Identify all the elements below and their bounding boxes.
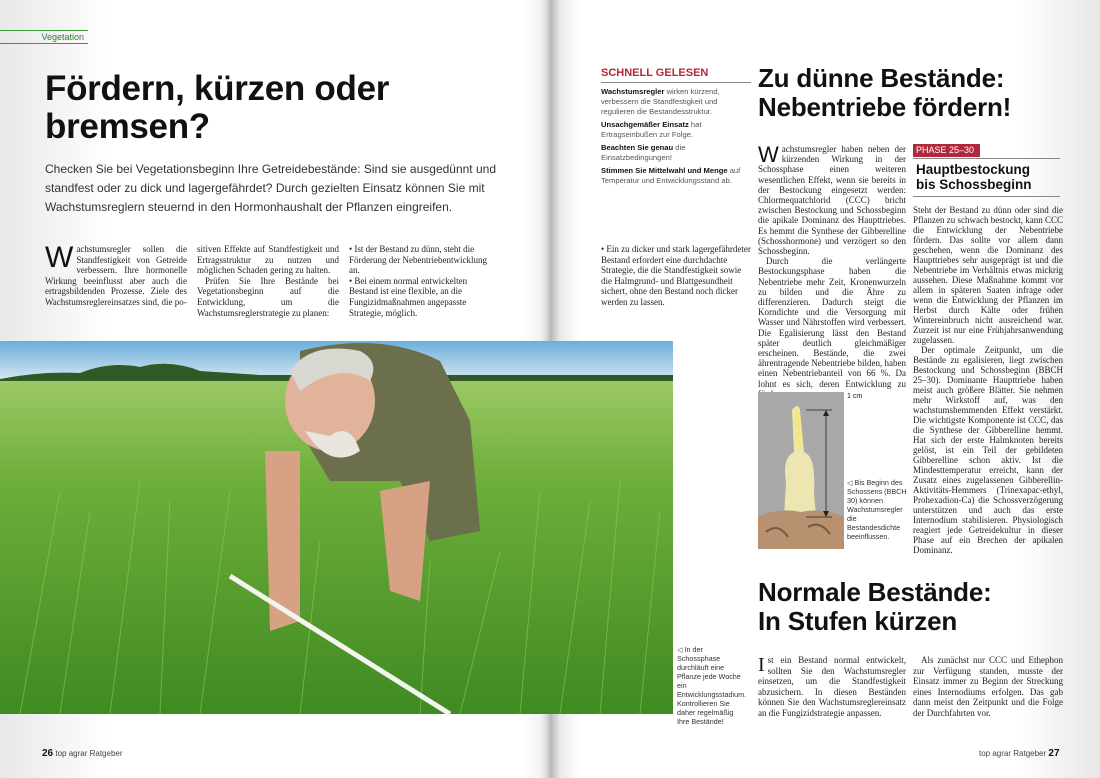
page-number-left: 26 [42,748,54,759]
phase-title [913,158,1060,197]
heading-line: Nebentriebe fördern! [758,92,1012,122]
body-paragraph: Als zunächst nur CCC und Ethephon zur Verfügung standen, musste der Einsatz immer zu Beginn der Streckung eines Internodiums erfolgen. Das gab dann meist den Zeitpunkt und die Folge der Durchfahrten vor. [913,655,1063,718]
quick-read-bold: Wachstumsregler [601,87,665,96]
bullet-item: • Ist der Bestand zu dünn, steht die Förderung der Nebentriebentwicklung an. [349,244,487,276]
quick-read-text: wirken kürzend, verbessern die Standfestigkeit und regulieren die Bestandesstruktur. [601,87,720,116]
quick-read-text: auf Temperatur und Entwicklungsstand ab. [601,166,741,185]
body-column-1 [45,241,187,308]
quick-read-bold: Beachten Sie genau [601,143,674,152]
quick-read-item [601,120,751,140]
heading-line: Zu dünne Bestände: [758,63,1005,93]
bullet-item: • Ein zu dicker und stark lagergefährdeter Bestand erfordert eine durchdachte Strategie, die die Standfestigkeit sowie die Halmgrund- und Blattgesundheit sichert, ohne den Bestand noch dicker werden zu lassen. [601,244,751,307]
drop-cap: W [758,142,779,167]
folio-right [979,748,1060,759]
photo-caption: ◁ In der Schossphase durchläuft eine Pflanze jede Woche ein Entwicklungsstadium. Kontrollieren Sie daher regelmäßig Ihre Bestände! [677,645,747,726]
sprout-photo [758,392,844,549]
publication-name: top agrar Ratgeber [55,749,123,758]
heading-thin-stands [758,64,1011,122]
quick-read-bold: Unsachgemäßer Einsatz [601,120,689,129]
field-photo [0,341,673,714]
heading-line: In Stufen kürzen [758,606,958,636]
title-line-2: bremsen? [45,107,210,146]
sprout-caption: ◁ Bis Beginn des Schossens (BBCH 30) können Wachstumsregler die Bestandesdichte beeinflussen. [847,478,907,541]
body-paragraph: sitiven Effekte auf Standfestigkeit und Ertragsstruktur zu nutzen und möglichen Schaden gering zu halten. [197,244,339,276]
body-text: achstumsregler sollen die Standfestigkeit von Getreide verbessern. Ihre hormonelle Wirkung beeinflusst aber auch die ertragsbildenden Prozesse. Ziele des Wachstumsreglereinsatzes sind, die po- [45,244,187,307]
body-column-3 [349,244,491,318]
phase-badge: PHASE 25–30 [913,144,980,157]
drop-cap: I [758,654,765,676]
body-paragraph: Steht der Bestand zu dünn oder sind die Pflanzen zu schwach bestockt, kann CCC die Entwicklung der Nebentriebe fördern. Das sollte vor allem dann geschehen, wenn die Dominanz des Haupttriebes sehr ausgeprägt ist und die Nebentriebe im Verhältnis etwas mickrig aussehen. Diese Maßnahme kommt vor allem in späteren Saaten infrage oder wenn die Entwicklung der Pflanzen im Herbst durch Kälte oder frühen Wintereinbruch nicht ausreichend war. Zurzeit ist nur eine Frühjahrsanwendung zugelassen. [913,205,1063,345]
page-number-right: 27 [1048,748,1060,759]
drop-cap: W [45,241,74,274]
body-column-c [758,655,906,719]
quick-read-item [601,166,751,186]
heading-line: Normale Bestände: [758,577,992,607]
title-line-1: Fördern, kürzen oder [45,69,390,108]
body-paragraph: Prüfen Sie Ihre Bestände bei Vegetationsbeginn auf die Entwicklung, um die Wachstumsreglerstrategie zu planen: [197,275,339,318]
field-photo-image [0,341,673,714]
body-paragraph: Durch die verlängerte Bestockungsphase haben die Nebentriebe mehr Zeit, Kronenwurzeln zu bilden und die Ähre zu differenzieren. Dadurch steigt die Korndichte und die Versorgung mit Wasser und Nährstoffen wird verbessert. Die Egalisierung lässt den Bestand später deutlich gleichmäßiger erscheinen. Bestände, die zwei ährentragende Nebentriebe bilden, haben einen Nebentriebanteil von 66 %. Da lohnt es sich, deren Entwicklung zu [758,256,906,389]
body-column-2 [197,244,339,318]
body-text: achstumsregler haben neben der kürzenden Wirkung in der Schossphase einen weiteren wesentlichen Effekt, wenn sie bereits in der Bestockung eingesetzt werden: Chlormequatchlorid (CCC) bricht zwischen Bestockung und Schossbeginn die apikale Dominanz des Haupttriebes. Es hemmt die Synthese der Gibberelline (Schosshormone) und verzögert so den Schossbeginn. [758,144,906,257]
body-column-4 [601,244,751,308]
quick-read-box [601,67,751,189]
intro-text: Checken Sie bei Vegetationsbeginn Ihre Getreidebestände: Sind sie ausgedünnt und standfest oder zu dick und lagergefährdet? Durch gezielten Einsatz können Sie mit Wachstumsreglern steuernd in den Hormonhaushalt der Pflanzen eingreifen. [45,162,496,214]
quick-read-item [601,87,751,117]
quick-read-title: SCHNELL GELESEN [601,67,751,83]
bullet-item: • Bei einem normal entwickelten Bestand ist eine flexible, an die Fungizidmaßnahmen angepasste Strategie, möglich. [349,275,468,318]
body-paragraph: Der optimale Zeitpunkt, um die Bestände zu egalisieren, liegt zwischen Bestockung und Schossbeginn (BBCH 25–30). Dominante Haupttriebe haben meist auch größere Blätter. Sie nehmen mehr Wirkstoff auf, was den wachstumshemmenden Effekt verstärkt. Die wichtigste Komponente ist CCC, das die Synthese der Gibberelline hemmt. Hat sich der erste Halmknoten bereits gelöst, ist ein Teil der gebildeten Gibberelline schon aktiv. Ist die Mindesttemperatur erreicht, kann der Zusatz eines zugelassenen Gibberellin-Aktivitäts-Hemmers (Trinexapac-ethyl, Prohexadion-Ca) die Schossverzögerung unterstützen und auch das erste Internodium stabilisieren. Physiologisch reagiert jede Getreidekultur in dieser Phase auf ein Brechen der apikalen Dominanz. [913,345,1063,555]
sprout-image [758,392,844,549]
quick-read-bold: Stimmen Sie Mittelwahl und Menge [601,166,728,175]
phase-title-line: bis Schossbeginn [916,177,1032,192]
publication-name: top agrar Ratgeber [979,749,1047,758]
quick-read-text: die Einsatzbedingungen! [601,143,686,162]
folio-left [42,748,123,759]
body-column-b [913,205,1063,555]
body-text: st ein Bestand normal entwickelt, sollten Sie den Wachstumsregler einsetzen, um die Standfestigkeit abzusichern. In diesen Beständen können Sie den Wachstumsreglereinsatz an die Fungizidstrategie anpassen. [758,655,906,718]
scale-label: 1 cm [847,393,863,400]
phase-title-line: Hauptbestockung [916,162,1031,177]
quick-read-item [601,143,751,163]
heading-normal-stands [758,578,1058,636]
body-column-d [913,655,1063,719]
section-tag: Vegetation [0,30,88,44]
body-column-a [758,144,906,399]
quick-read-text: hat Ertragseinbußen zur Folge. [601,120,702,139]
article-title [45,70,485,146]
